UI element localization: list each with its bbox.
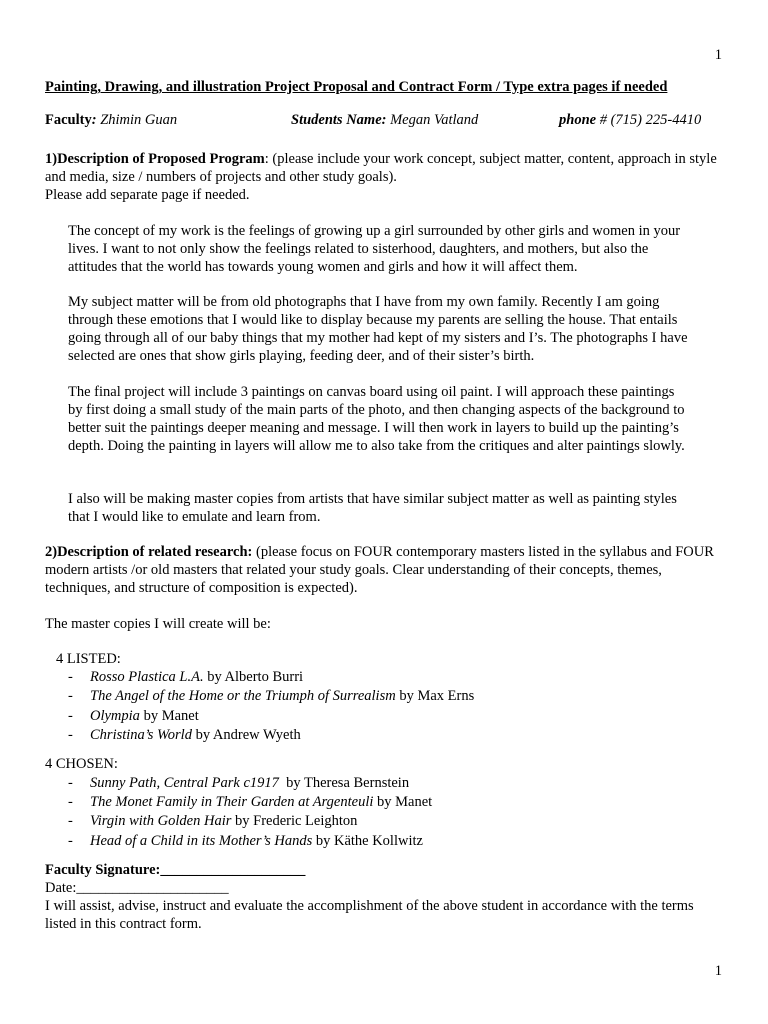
faculty-value: Zhimin Guan [96,112,178,128]
bullet-dash: - [68,775,73,791]
artist-name: by Alberto Burri [203,669,304,685]
artist-name: by Frederic Leighton [231,813,358,829]
artwork-title: Virgin with Golden Hair [90,813,232,829]
faculty-statement: I will assist, advise, instruct and evaluate the accomplishment of the above student in accordance with the terms listed in this contract form. [45,898,694,932]
listed-label: 4 LISTED: [56,651,121,667]
page-number-top: 1 [714,47,722,63]
phone-value: # (715) 225-4410 [596,112,702,128]
section1-intro [45,150,722,186]
artwork-title: Olympia [90,708,140,724]
artwork-title: Christina’s World [90,727,192,743]
section1-note: Please add separate page if needed. [45,187,250,203]
faculty-signature [45,861,305,879]
bullet-dash: - [68,669,73,685]
master-copies-intro: The master copies I will create will be: [45,616,271,632]
section2-intro [45,543,722,597]
student-label: Students Name: [291,112,387,128]
header-row [45,111,735,129]
bullet-dash: - [68,708,73,724]
subject-paragraph: My subject matter will be from old photographs that I have from my own family. Recently I am going through these emotions that I would like to display because my parents are selling the house. That entails going through all of our baby things that my mother had kept of my sisters and I’s. The photographs I have selected are ones that show girls playing, feeding deer, and of their sister’s birth. [68,294,688,364]
section2-instructions: (please focus on FOUR contemporary masters listed in the syllabus and FOUR modern artists /or old masters that related your study goals. Clear understanding of their concepts, themes, techniques, and structure of composition is expected). [45,544,714,596]
approach-paragraph: The final project will include 3 paintings on canvas board using oil paint. I will approach these paintings by first doing a small study of the main parts of the photo, and then changing aspects of the background to better suit the paintings deeper meaning and message. I will then work in layers to build up the painting’s depth. Doing the painting in layers will allow me to also take from the critiques and alter paintings slowly. [68,384,685,454]
faculty-field [45,111,177,129]
artwork-title: Head of a Child in its Mother’s Hands [90,833,313,849]
page-number-bottom: 1 [714,963,722,979]
student-field [291,111,478,129]
section1-instructions: : (please include your work concept, subject matter, content, approach in style and media, size / numbers of projects and other study goals). [45,151,717,185]
master-copies-paragraph: I also will be making master copies from artists that have similar subject matter as well as painting styles that I would like to emulate and learn from. [68,491,677,525]
phone-field [559,111,701,129]
signature-label: Faculty Signature: [45,862,161,878]
section2-heading: 2)Description of related research: [45,544,253,560]
faculty-label: Faculty [45,112,92,128]
artist-name: by Käthe Kollwitz [312,833,423,849]
artist-name: by Manet [373,794,433,810]
bullet-dash: - [68,813,73,829]
student-value: Megan Vatland [386,112,479,128]
artwork-title: The Angel of the Home or the Triumph of Surrealism [90,688,396,704]
bullet-dash: - [68,688,73,704]
date-line[interactable]: _____________________ [76,880,229,896]
phone-label: phone [559,112,597,128]
bullet-dash: - [68,727,73,743]
bullet-dash: - [68,833,73,849]
form-title: Painting, Drawing, and illustration Project Proposal and Contract Form / Type extra pages if needed [45,79,668,95]
artist-name: by Manet [139,708,199,724]
artist-name: by Max Erns [395,688,475,704]
artwork-title: Sunny Path, Central Park c1917 [90,775,279,791]
concept-paragraph: The concept of my work is the feelings of growing up a girl surrounded by other girls and women in your lives. I want to not only show the feelings related to sisterhood, daughters, and mothers, but also the attitudes that the world has towards young women and girls and how it will affect them. [68,223,681,275]
section1-heading: 1)Description of Proposed Program [45,151,265,167]
artwork-title: Rosso Plastica L.A. [90,669,204,685]
bullet-dash: - [68,794,73,810]
chosen-label: 4 CHOSEN: [45,756,118,772]
artist-name: by Andrew Wyeth [191,727,301,743]
artist-name: by Theresa Bernstein [278,775,410,791]
artwork-title: The Monet Family in Their Garden at Argenteuli [90,794,374,810]
date-field [45,879,229,897]
signature-line[interactable]: ____________________ [160,862,306,878]
faculty-colon: : [91,112,97,128]
date-label: Date: [45,880,77,896]
